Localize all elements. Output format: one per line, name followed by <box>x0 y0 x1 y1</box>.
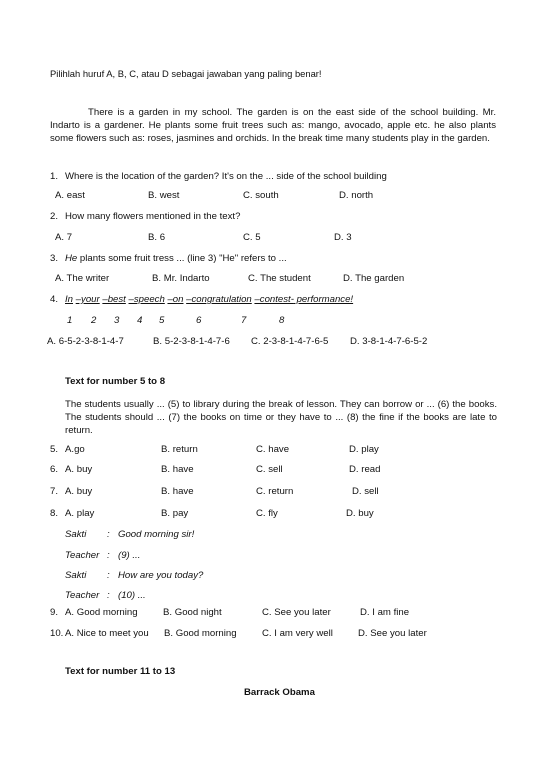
dialog-colon-4: : <box>107 590 110 601</box>
q4-word-3: –best <box>102 294 126 305</box>
q4-word-7: –contest- <box>254 294 294 305</box>
q2-option-c[interactable]: C. 5 <box>243 232 261 243</box>
section-3-title: Text for number 11 to 13 <box>65 666 176 677</box>
q7-option-a[interactable]: A. buy <box>65 486 93 497</box>
section-2-title: Text for number 5 to 8 <box>65 376 166 387</box>
q4-num-7: 7 <box>241 315 247 326</box>
q8-option-d[interactable]: D. buy <box>346 508 374 519</box>
q8-number: 8. <box>50 508 59 519</box>
dialog-speaker-2: Teacher <box>65 550 100 561</box>
q4-num-8: 8 <box>279 315 285 326</box>
q10-option-d[interactable]: D. See you later <box>358 628 427 639</box>
q4-word-2: –your <box>75 294 100 305</box>
q1-option-d[interactable]: D. north <box>339 190 374 201</box>
q4-option-a[interactable]: A. 6-5-2-3-8-1-4-7 <box>47 336 124 347</box>
q6-number: 6. <box>50 464 59 475</box>
dialog-line-1: Good morning sir! <box>118 529 195 540</box>
dialog-speaker-4: Teacher <box>65 590 100 601</box>
q10-option-c[interactable]: C. I am very well <box>262 628 333 639</box>
dialog-speaker-1: Sakti <box>65 529 87 540</box>
q2-option-a[interactable]: A. 7 <box>55 232 73 243</box>
instruction: Pilihlah huruf A, B, C, atau D sebagai jawaban yang paling benar! <box>50 68 322 79</box>
q3-rest: plants some fruit tress ... (line 3) "He" refers to ... <box>77 253 287 264</box>
q1-number: 1. <box>50 171 59 182</box>
q3-option-d[interactable]: D. The garden <box>343 273 405 284</box>
q2-option-d[interactable]: D. 3 <box>334 232 352 243</box>
q7-option-c[interactable]: C. return <box>256 486 294 497</box>
passage-1: There is a garden in my school. The garden is on the east side of the school building. Mr. Indarto is a gardener. He plants some fruit trees such as: mango, avocado, apple etc. he also plants some flowers such as: roses, jasmines and orchids. In the break time many students play in the garden. <box>50 107 496 144</box>
q10-option-a[interactable]: A. Nice to meet you <box>65 628 149 639</box>
q4-option-d[interactable]: D. 3-8-1-4-7-6-5-2 <box>350 336 428 347</box>
q8-option-b[interactable]: B. pay <box>161 508 189 519</box>
dialog-colon-1: : <box>107 529 110 540</box>
q4-num-2: 2 <box>91 315 97 326</box>
q6-option-a[interactable]: A. buy <box>65 464 93 475</box>
q9-option-d[interactable]: D. I am fine <box>360 607 410 618</box>
q9-option-c[interactable]: C. See you later <box>262 607 331 618</box>
q4-word-5: –on <box>167 294 184 305</box>
q4-number: 4. <box>50 294 59 305</box>
q6-option-b[interactable]: B. have <box>161 464 194 475</box>
q9-option-b[interactable]: B. Good night <box>163 607 222 618</box>
q4-word-8: performance! <box>293 294 354 305</box>
dialog-colon-2: : <box>107 550 110 561</box>
q5-option-b[interactable]: B. return <box>161 444 198 455</box>
q3-option-b[interactable]: B. Mr. Indarto <box>152 273 210 284</box>
q5-option-d[interactable]: D. play <box>349 444 379 455</box>
q1-option-a[interactable]: A. east <box>55 190 85 201</box>
passage-2: The students usually ... (5) to library during the break of lesson. They can borrow or ... (6) the books. The students should ... (7) the books on time or they have to ... (8) the fine if the books are late to return. <box>65 399 497 436</box>
q4-word-4: –speech <box>128 294 165 305</box>
q1-text: Where is the location of the garden? It's on the ... side of the school building <box>65 171 387 182</box>
q5-number: 5. <box>50 444 59 455</box>
q3-he: He <box>65 253 78 264</box>
q4-word-6: –congratulation <box>186 294 252 305</box>
q4-num-5: 5 <box>159 315 165 326</box>
q4-num-1: 1 <box>67 315 73 326</box>
q3-option-a[interactable]: A. The writer <box>55 273 110 284</box>
dialog-line-2: (9) ... <box>118 550 141 561</box>
dialog-line-3: How are you today? <box>118 570 204 581</box>
q2-number: 2. <box>50 211 59 222</box>
q4-jumbled-words <box>65 294 353 305</box>
q10-option-b[interactable]: B. Good morning <box>164 628 237 639</box>
q8-option-c[interactable]: C. fly <box>256 508 278 519</box>
q4-num-4: 4 <box>137 315 143 326</box>
q5-option-a[interactable]: A.go <box>65 444 85 455</box>
q7-number: 7. <box>50 486 59 497</box>
dialog-line-4: (10) ... <box>118 590 146 601</box>
q10-number: 10. <box>50 628 64 639</box>
q5-option-c[interactable]: C. have <box>256 444 290 455</box>
q2-text: How many flowers mentioned in the text? <box>65 211 241 222</box>
q1-option-c[interactable]: C. south <box>243 190 279 201</box>
q6-option-c[interactable]: C. sell <box>256 464 283 475</box>
section-3-heading: Barrack Obama <box>244 687 315 698</box>
q9-option-a[interactable]: A. Good morning <box>65 607 138 618</box>
q8-option-a[interactable]: A. play <box>65 508 95 519</box>
q4-num-6: 6 <box>196 315 202 326</box>
q4-num-3: 3 <box>114 315 120 326</box>
q3-text <box>65 253 287 264</box>
q7-option-d[interactable]: D. sell <box>352 486 379 497</box>
q4-option-c[interactable]: C. 2-3-8-1-4-7-6-5 <box>251 336 329 347</box>
q1-option-b[interactable]: B. west <box>148 190 180 201</box>
q7-option-b[interactable]: B. have <box>161 486 194 497</box>
dialog-speaker-3: Sakti <box>65 570 87 581</box>
q3-number: 3. <box>50 253 59 264</box>
q4-word-1: In <box>65 294 74 305</box>
q4-option-b[interactable]: B. 5-2-3-8-1-4-7-6 <box>153 336 230 347</box>
q9-number: 9. <box>50 607 59 618</box>
q6-option-d[interactable]: D. read <box>349 464 381 475</box>
q2-option-b[interactable]: B. 6 <box>148 232 166 243</box>
q3-option-c[interactable]: C. The student <box>248 273 311 284</box>
dialog-colon-3: : <box>107 570 110 581</box>
